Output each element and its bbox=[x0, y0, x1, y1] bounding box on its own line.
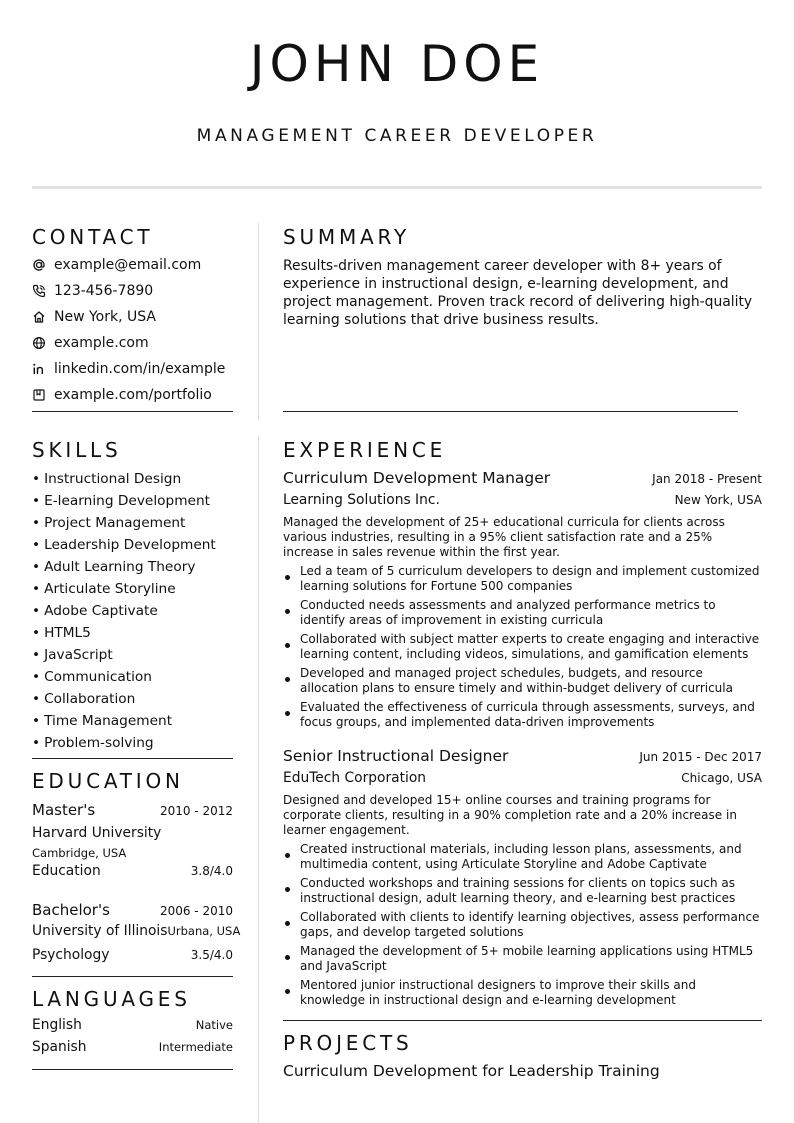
skills-list bbox=[32, 468, 216, 754]
languages-heading: LANGUAGES bbox=[32, 987, 191, 1011]
job-company: EduTech Corporation bbox=[283, 770, 427, 786]
skills-heading: SKILLS bbox=[32, 438, 122, 462]
projects-heading: PROJECTS bbox=[283, 1031, 413, 1055]
skill-item: • Communication bbox=[32, 666, 216, 688]
job-title: Curriculum Development Manager bbox=[283, 469, 551, 487]
language-level: Native bbox=[195, 1018, 233, 1032]
skill-item: • Adobe Captivate bbox=[32, 600, 216, 622]
job-bullet: Collaborated with subject matter experts to create engaging and interactive learning content, including videos, simulations, and gamification elements bbox=[283, 632, 762, 662]
job-bullet: Developed and managed project schedules, budgets, and resource allocation plans to ensure timely and within-budget delivery of curricula bbox=[283, 666, 762, 696]
contact-website[interactable] bbox=[32, 332, 149, 354]
education-field: Education bbox=[32, 863, 101, 879]
phone-icon bbox=[32, 284, 46, 298]
experience-job bbox=[283, 747, 762, 1012]
education-degree: Master's bbox=[32, 801, 96, 819]
education-school: Harvard University bbox=[32, 825, 162, 841]
job-bullet: Led a team of 5 curriculum developers to design and implement customized learning solutions for Fortune 500 companies bbox=[283, 564, 762, 594]
language-level: Intermediate bbox=[158, 1040, 233, 1054]
portfolio-icon bbox=[32, 388, 46, 402]
summary-divider bbox=[283, 411, 738, 412]
contact-email-text: example@email.com bbox=[54, 257, 202, 273]
contact-location bbox=[32, 306, 156, 328]
job-bullets bbox=[283, 842, 762, 1008]
contact-portfolio-text: example.com/portfolio bbox=[54, 387, 212, 403]
job-description: Designed and developed 15+ online courses and training programs for corporate clients, resulting in a 90% completion rate and a 20% increase in learner engagement. bbox=[283, 793, 737, 837]
contact-website-text: example.com bbox=[54, 335, 149, 351]
candidate-title: MANAGEMENT CAREER DEVELOPER bbox=[196, 126, 598, 146]
language-name: English bbox=[32, 1017, 82, 1033]
education-gpa: 3.8/4.0 bbox=[190, 864, 233, 878]
education-years: 2010 - 2012 bbox=[159, 804, 233, 818]
skills-divider bbox=[32, 758, 233, 759]
job-bullet: Created instructional materials, including lesson plans, assessments, and multimedia content, using Articulate Storyline and Adobe Captivate bbox=[283, 842, 762, 872]
experience-divider bbox=[283, 1020, 762, 1021]
education-gpa: 3.5/4.0 bbox=[190, 948, 233, 962]
globe-icon bbox=[32, 336, 46, 350]
job-bullet: Conducted workshops and training sessions for clients on topics such as instructional design, adult learning theory, and e-learning best practices bbox=[283, 876, 762, 906]
contact-phone-text: 123-456-7890 bbox=[54, 283, 154, 299]
education-location: Cambridge, USA bbox=[32, 846, 127, 860]
job-bullet: Evaluated the effectiveness of curricula through assessments, surveys, and focus groups, and implemented data-driven improvements bbox=[283, 700, 762, 730]
contact-email[interactable] bbox=[32, 254, 201, 276]
language-item bbox=[32, 1039, 233, 1061]
skill-item: • JavaScript bbox=[32, 644, 216, 666]
job-bullet: Mentored junior instructional designers to improve their skills and knowledge in instructional design and e-learning development bbox=[283, 978, 762, 1008]
language-item bbox=[32, 1017, 233, 1039]
language-name: Spanish bbox=[32, 1039, 87, 1055]
experience-heading: EXPERIENCE bbox=[283, 438, 447, 462]
education-location: Urbana, USA bbox=[167, 924, 241, 938]
contact-divider bbox=[32, 411, 233, 412]
education-entry bbox=[32, 801, 233, 885]
education-school: University of Illinois bbox=[32, 923, 168, 939]
skill-item: • Leadership Development bbox=[32, 534, 216, 556]
contact-phone[interactable] bbox=[32, 280, 153, 302]
job-location: Chicago, USA bbox=[681, 771, 762, 785]
job-dates: Jan 2018 - Present bbox=[652, 472, 762, 486]
at-sign-icon bbox=[32, 258, 46, 272]
summary-heading: SUMMARY bbox=[283, 225, 410, 249]
job-description: Managed the development of 25+ educational curricula for clients across various industries, resulting in a 95% client satisfaction rate and a 25% increase in sales revenue within the first year. bbox=[283, 515, 725, 559]
skill-item: • HTML5 bbox=[32, 622, 216, 644]
summary-text: Results-driven management career developer with 8+ years of experience in instructional design, e-learning development, and project management. Proven track record of delivering high-quality learning solutions that drive business results. bbox=[283, 258, 753, 328]
linkedin-icon bbox=[32, 362, 46, 376]
job-location: New York, USA bbox=[674, 493, 762, 507]
education-field: Psychology bbox=[32, 947, 110, 963]
skill-item: • Articulate Storyline bbox=[32, 578, 216, 600]
home-icon bbox=[32, 310, 46, 324]
languages-divider bbox=[32, 1069, 233, 1070]
skill-item: • Collaboration bbox=[32, 688, 216, 710]
education-degree: Bachelor's bbox=[32, 901, 110, 919]
project-title: Curriculum Development for Leadership Training bbox=[283, 1062, 660, 1080]
job-dates: Jun 2015 - Dec 2017 bbox=[639, 750, 762, 764]
job-bullets bbox=[283, 564, 762, 730]
skill-item: • Problem-solving bbox=[32, 732, 216, 754]
contact-heading: CONTACT bbox=[32, 225, 154, 249]
education-heading: EDUCATION bbox=[32, 769, 184, 793]
column-divider-top bbox=[258, 223, 259, 420]
column-divider-main bbox=[258, 436, 259, 1123]
contact-portfolio[interactable] bbox=[32, 384, 212, 406]
languages-list bbox=[32, 1017, 233, 1061]
skill-item: • E-learning Development bbox=[32, 490, 216, 512]
skill-item: • Time Management bbox=[32, 710, 216, 732]
job-company: Learning Solutions Inc. bbox=[283, 492, 440, 508]
education-divider bbox=[32, 976, 233, 977]
education-entry bbox=[32, 901, 241, 967]
experience-job bbox=[283, 469, 762, 734]
skill-item: • Project Management bbox=[32, 512, 216, 534]
contact-linkedin[interactable] bbox=[32, 358, 225, 380]
education-years: 2006 - 2010 bbox=[159, 904, 233, 918]
skill-item: • Adult Learning Theory bbox=[32, 556, 216, 578]
job-title: Senior Instructional Designer bbox=[283, 747, 509, 765]
skill-item: • Instructional Design bbox=[32, 468, 216, 490]
job-bullet: Conducted needs assessments and analyzed performance metrics to identify areas of improvement in existing curricula bbox=[283, 598, 762, 628]
contact-location-text: New York, USA bbox=[54, 309, 156, 325]
candidate-name: JOHN DOE bbox=[249, 35, 545, 93]
contact-linkedin-text: linkedin.com/in/example bbox=[54, 361, 226, 377]
header-divider bbox=[32, 186, 762, 189]
job-bullet: Collaborated with clients to identify learning objectives, assess performance gaps, and develop targeted solutions bbox=[283, 910, 762, 940]
job-bullet: Managed the development of 5+ mobile learning applications using HTML5 and JavaScript bbox=[283, 944, 762, 974]
